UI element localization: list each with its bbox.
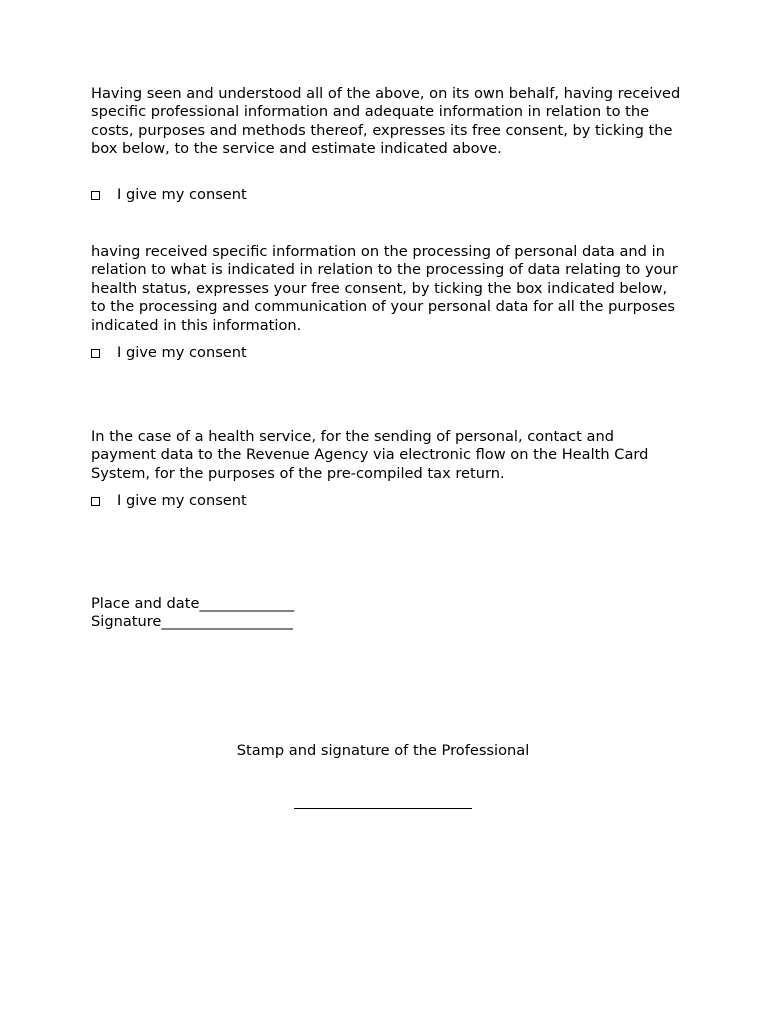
professional-signature-line [294,808,472,809]
signature-field: Signature__________________ [91,613,293,630]
consent-label-service: I give my consent [117,185,247,203]
consent-paragraph-service: Having seen and understood all of the above, on its own behalf, having received specific professional information and adequate information in relation to the costs, purposes and methods thereof, expresses its free consent, by ticking the box below, to the service and estimate indicated above. [91,85,681,158]
consent-paragraph-personal-data: having received specific information on the processing of personal data and in relation to what is indicated in relation to the processing of data relating to your health status, expresses your free consent, by ticking the box indicated below, to the processing and communication of your personal data for all the purposes indicated in this information. [91,243,678,334]
consent-paragraph-revenue-agency: In the case of a health service, for the sending of personal, contact and payment data to the Revenue Agency via electronic flow on the Health Card System, for the purposes of the pre-compiled tax return. [91,428,649,482]
place-and-date-field: Place and date_____________ [91,595,295,612]
consent-option-revenue-agency[interactable] [91,492,247,510]
consent-label-personal-data: I give my consent [117,343,247,361]
consent-label-revenue-agency: I give my consent [117,491,247,509]
consent-option-personal-data[interactable] [91,344,247,362]
consent-checkbox-personal-data[interactable] [91,349,100,358]
professional-stamp-label: Stamp and signature of the Professional [236,742,530,759]
consent-option-service[interactable] [91,186,247,204]
consent-checkbox-service[interactable] [91,191,100,200]
consent-checkbox-revenue-agency[interactable] [91,497,100,506]
